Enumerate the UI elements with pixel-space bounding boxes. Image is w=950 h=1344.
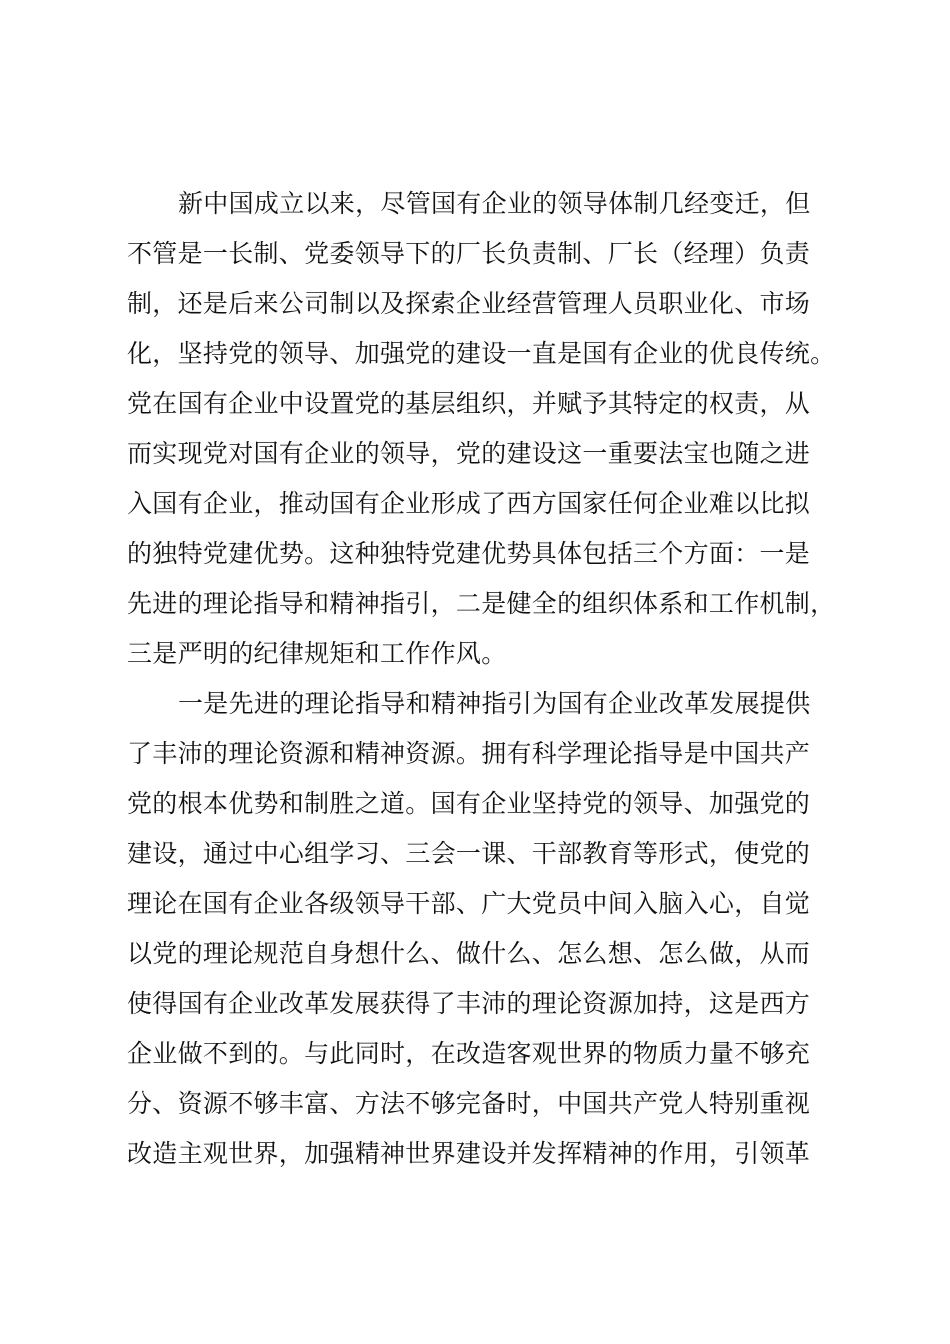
- paragraph-1-line-7: 入国有企业，推动国有企业形成了西方国家任何企业难以比拟: [127, 489, 811, 518]
- paragraph-1-line-8: 的独特党建优势。这种独特党建优势具体包括三个方面：一是: [127, 539, 811, 568]
- paragraph-1-line-3: 制，还是后来公司制以及探索企业经营管理人员职业化、市场: [127, 289, 811, 318]
- paragraph-2-line-5: 理论在国有企业各级领导干部、广大党员中间入脑入心，自觉: [127, 889, 811, 918]
- paragraph-2-line-2: 了丰沛的理论资源和精神资源。拥有科学理论指导是中国共产: [127, 739, 811, 768]
- paragraph-1-line-5: 党在国有企业中设置党的基层组织，并赋予其特定的权责，从: [127, 389, 811, 418]
- paragraph-2-line-9: 分、资源不够丰富、方法不够完备时，中国共产党人特别重视: [127, 1089, 811, 1118]
- paragraph-1-line-4: 化，坚持党的领导、加强党的建设一直是国有企业的优良传统。: [127, 339, 836, 368]
- paragraph-1-line-6: 而实现党对国有企业的领导，党的建设这一重要法宝也随之进: [127, 439, 811, 468]
- paragraph-1-line-2: 不管是一长制、党委领导下的厂长负责制、厂长（经理）负责: [127, 239, 811, 268]
- paragraph-2-line-4: 建设，通过中心组学习、三会一课、干部教育等形式，使党的: [127, 839, 811, 868]
- paragraph-2-line-1: 一是先进的理论指导和精神指引为国有企业改革发展提供: [178, 689, 811, 718]
- paragraph-1-line-9: 先进的理论指导和精神指引，二是健全的组织体系和工作机制，: [127, 589, 836, 618]
- paragraph-2-line-6: 以党的理论规范自身想什么、做什么、怎么想、怎么做，从而: [127, 939, 811, 968]
- paragraph-1-line-10: 三是严明的纪律规矩和工作作风。: [127, 639, 507, 668]
- paragraph-1-line-1: 新中国成立以来，尽管国有企业的领导体制几经变迁，但: [178, 189, 811, 218]
- paragraph-2-line-3: 党的根本优势和制胜之道。国有企业坚持党的领导、加强党的: [127, 789, 811, 818]
- paragraph-2-line-7: 使得国有企业改革发展获得了丰沛的理论资源加持，这是西方: [127, 989, 811, 1018]
- paragraph-2-line-8: 企业做不到的。与此同时，在改造客观世界的物质力量不够充: [127, 1039, 811, 1068]
- paragraph-2-line-10: 改造主观世界，加强精神世界建设并发挥精神的作用，引领革: [127, 1139, 811, 1168]
